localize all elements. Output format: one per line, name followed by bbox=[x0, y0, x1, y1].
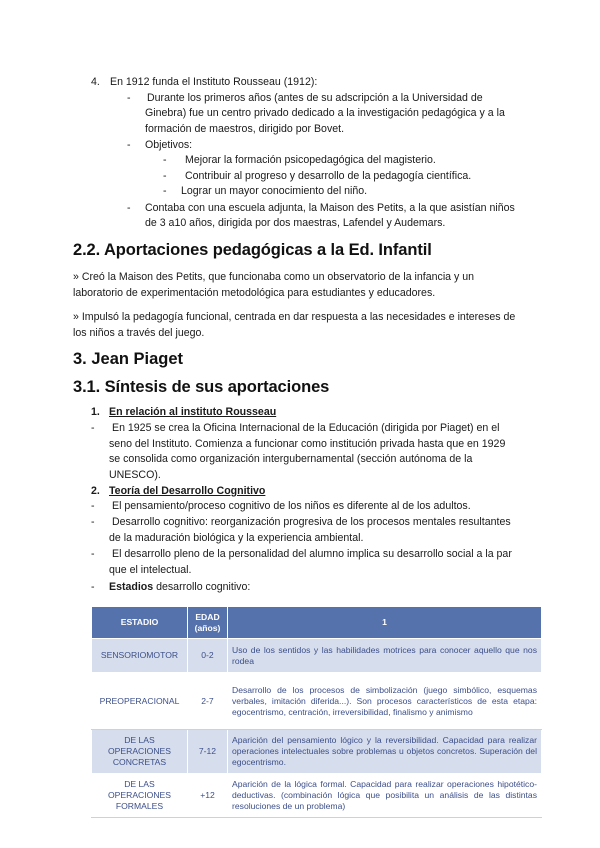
sub-item-text: formación de maestros, dirigido por Bovet. bbox=[145, 123, 345, 135]
list-number: 4. bbox=[91, 76, 100, 88]
sub-item-text: Objetivos: bbox=[145, 139, 193, 151]
stage-line: OPERACIONES bbox=[107, 746, 172, 756]
dash: - bbox=[127, 139, 131, 151]
bold-word: Estadios bbox=[109, 581, 154, 593]
paragraph-text: laboratorio de experimentación metodológica para estudiantes y educadores. bbox=[73, 287, 436, 299]
header-age bbox=[188, 607, 228, 639]
table-row bbox=[92, 639, 542, 673]
dash: - bbox=[91, 500, 95, 512]
subsection-title: En relación al instituto Rousseau bbox=[109, 406, 277, 418]
table-row bbox=[92, 774, 542, 818]
bullet-rest: desarrollo cognitivo: bbox=[153, 581, 251, 593]
paragraph-text: los niños a través del juego. bbox=[73, 327, 205, 339]
section-heading: 2.2. Aportaciones pedagógicas a la Ed. Infantil bbox=[73, 241, 432, 259]
header-age-line2: (años) bbox=[194, 622, 221, 633]
table-row bbox=[92, 730, 542, 774]
stage-line: CONCRETAS bbox=[112, 757, 167, 767]
stage-line: DE LAS bbox=[124, 735, 155, 745]
section-heading: 3. Jean Piaget bbox=[73, 350, 184, 368]
list-number: 2. bbox=[91, 485, 100, 497]
bullet-text: El pensamiento/proceso cognitivo de los niños es diferente al de los adultos. bbox=[112, 500, 471, 512]
stage-line: OPERACIONES bbox=[107, 790, 172, 800]
dash: - bbox=[91, 516, 95, 528]
dash: - bbox=[127, 202, 131, 214]
objective-text: Lograr un mayor conocimiento del niño. bbox=[181, 185, 368, 197]
stage-cell: SENSORIOMOTOR bbox=[92, 639, 188, 673]
bullet-text: UNESCO). bbox=[109, 469, 161, 481]
objective-text: Contribuir al progreso y desarrollo de la pedagogía científica. bbox=[185, 170, 472, 182]
dash: - bbox=[127, 92, 131, 104]
description-cell: Uso de los sentidos y las habilidades motrices para conocer aquello que nos rodea bbox=[228, 639, 542, 673]
bullet-text: Desarrollo cognitivo: reorganización progresiva de los procesos mentales resultantes bbox=[112, 516, 511, 528]
bullet-text: de la maduración biológica y la experiencia ambiental. bbox=[109, 532, 364, 544]
dash: - bbox=[91, 422, 95, 434]
stages-table bbox=[91, 606, 542, 818]
bullet-text: En 1925 se crea la Oficina Internacional de la Educación (dirigida por Piaget) en el bbox=[112, 422, 500, 434]
header-age-line1: EDAD bbox=[195, 611, 220, 622]
dash: - bbox=[91, 581, 95, 593]
objective-text: Mejorar la formación psicopedagógica del magisterio. bbox=[185, 154, 436, 166]
stage-cell bbox=[92, 730, 188, 774]
table-row bbox=[92, 673, 542, 730]
description-cell: Desarrollo de los procesos de simbolización (juego simbólico, esquemas verbales, imitación diferida...). Son procesos característicos de esta etapa: egocentrismo, centración, irreversibilidad, finalismo y animismo bbox=[228, 673, 542, 730]
stage-cell bbox=[92, 774, 188, 818]
sub-item-text: Durante los primeros años (antes de su adscripción a la Universidad de bbox=[147, 92, 483, 104]
list-number: 1. bbox=[91, 406, 100, 418]
age-cell: +12 bbox=[188, 774, 228, 818]
stage-line: DE LAS bbox=[124, 779, 155, 789]
description-cell: Aparición del pensamiento lógico y la reversibilidad. Capacidad para realizar operaciones intelectuales sobre problemas u objetos concretos. Superación del egocentrismo. bbox=[228, 730, 542, 774]
dash: - bbox=[163, 154, 167, 166]
age-cell: 0-2 bbox=[188, 639, 228, 673]
bullet-text: El desarrollo pleno de la personalidad del alumno implica su desarrollo social a la par bbox=[112, 548, 512, 560]
table-header-row bbox=[92, 607, 542, 639]
paragraph-text: » Creó la Maison des Petits, que funcionaba como un observatorio de la infancia y un bbox=[73, 271, 475, 283]
list-item-text: En 1912 funda el Instituto Rousseau (1912): bbox=[110, 76, 318, 88]
stage-line: FORMALES bbox=[115, 801, 164, 811]
subsection-title: Teoría del Desarrollo Cognitivo bbox=[109, 485, 266, 497]
bullet-text: que el intelectual. bbox=[109, 564, 192, 576]
header-description: 1 bbox=[228, 607, 542, 639]
bullet-text: seno del Instituto. Comienza a funcionar como institución privada hasta que en 1929 bbox=[109, 438, 506, 450]
description-cell: Aparición de la lógica formal. Capacidad para realizar operaciones hipotético-deductivas. (combinación lógica que posibilita un análisis de las distintas resoluciones de un problema) bbox=[228, 774, 542, 818]
stage-cell: PREOPERACIONAL bbox=[92, 673, 188, 730]
sub-item-text: Contaba con una escuela adjunta, la Maison des Petits, a la que asistían niños bbox=[145, 202, 515, 214]
dash: - bbox=[163, 185, 167, 197]
age-cell: 2-7 bbox=[188, 673, 228, 730]
dash: - bbox=[91, 548, 95, 560]
bullet-text: se consolida como organización intergubernamental (sección autónoma de la bbox=[109, 453, 473, 465]
header-stage: ESTADIO bbox=[92, 607, 188, 639]
paragraph-text: » Impulsó la pedagogía funcional, centrada en dar respuesta a las necesidades e intereses de bbox=[73, 311, 516, 323]
dash: - bbox=[163, 170, 167, 182]
age-cell: 7-12 bbox=[188, 730, 228, 774]
sub-item-text: Ginebra) fue un centro privado dedicado a la investigación pedagógica y a la bbox=[145, 107, 505, 119]
bullet-text bbox=[109, 580, 250, 596]
sub-item-text: de 3 a10 años, dirigida por dos maestras, Lafendel y Audemars. bbox=[145, 217, 446, 229]
section-heading: 3.1. Síntesis de sus aportaciones bbox=[73, 378, 330, 396]
